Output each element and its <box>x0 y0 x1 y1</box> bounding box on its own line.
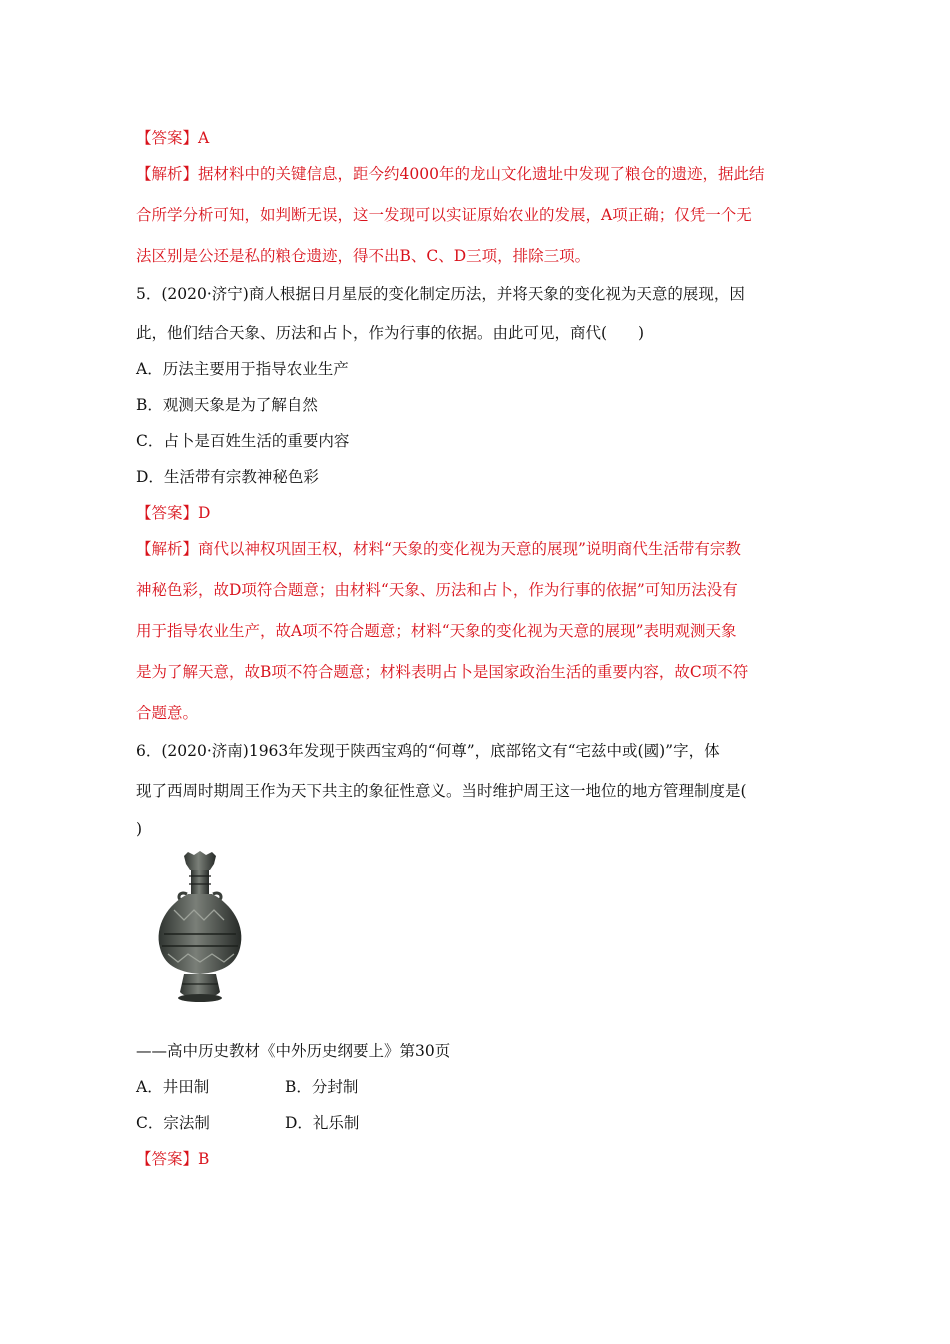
answer-tag: 【答案】 <box>136 129 199 147</box>
analysis-tag: 【解析】 <box>136 540 199 558</box>
q5-analysis-line: 合题意。 <box>136 704 199 722</box>
answer-tag: 【答案】 <box>136 504 199 522</box>
q5-analysis-line: 【解析】商代以神权巩固王权，材料“天象的变化视为天意的展现”说明商代生活带有宗教 <box>136 540 741 558</box>
q6-option-a: A．井田制 <box>136 1078 210 1096</box>
q5-option-a: A．历法主要用于指导农业生产 <box>136 360 349 378</box>
q6-stem-line: 6．(2020·济南)1963年发现于陕西宝鸡的“何尊”，底部铭文有“宅兹中或(國)”字，体 <box>136 742 720 760</box>
answer-value: B <box>198 1150 210 1168</box>
answer-value: A <box>198 129 210 147</box>
q5-analysis-line: 用于指导农业生产，故A项不符合题意；材料“天象的变化视为天意的展现”表明观测天象 <box>136 622 737 640</box>
q6-stem-line: ) <box>136 820 143 838</box>
q4-answer <box>136 128 209 148</box>
q6-option-c: C．宗法制 <box>136 1114 210 1132</box>
analysis-tag: 【解析】 <box>136 165 199 183</box>
q5-answer <box>136 503 210 523</box>
q5-option-d: D．生活带有宗教神秘色彩 <box>136 468 319 486</box>
q5-option-b: B．观测天象是为了解自然 <box>136 396 318 414</box>
answer-value: D <box>198 504 211 522</box>
q6-image-caption: ——高中历史教材《中外历史纲要上》第30页 <box>136 1042 451 1060</box>
q6-stem-line: 现了西周时期周王作为天下共主的象征性意义。当时维护周王这一地位的地方管理制度是( <box>136 782 747 800</box>
q5-analysis-line: 神秘色彩，故D项符合题意；由材料“天象、历法和占卜，作为行事的依据”可知历法没有 <box>136 581 738 599</box>
q5-analysis-line: 是为了解天意，故B项不符合题意；材料表明占卜是国家政治生活的重要内容，故C项不符 <box>136 663 749 681</box>
q6-option-b: B．分封制 <box>285 1078 359 1096</box>
answer-tag: 【答案】 <box>136 1150 199 1168</box>
q4-analysis-line: 合所学分析可知，如判断无误，这一发现可以实证原始农业的发展，A项正确；仅凭一个无 <box>136 206 752 224</box>
q5-option-c: C．占卜是百姓生活的重要内容 <box>136 432 350 450</box>
q6-answer <box>136 1149 209 1169</box>
q5-stem-line: 5．(2020·济宁)商人根据日月星辰的变化制定历法，并将天象的变化视为天意的展现，因 <box>136 285 745 303</box>
q4-analysis-line: 【解析】据材料中的关键信息，距今约4000年的龙山文化遗址中发现了粮仓的遗迹，据此结 <box>136 165 765 183</box>
q6-option-d: D．礼乐制 <box>285 1114 360 1132</box>
q5-stem-line: 此，他们结合天象、历法和占卜，作为行事的依据。由此可见，商代( ) <box>136 324 645 342</box>
q4-analysis-line: 法区别是公还是私的粮仓遗迹，得不出B、C、D三项，排除三项。 <box>136 247 591 265</box>
he-zun-bronze-vessel-image <box>154 850 246 1010</box>
